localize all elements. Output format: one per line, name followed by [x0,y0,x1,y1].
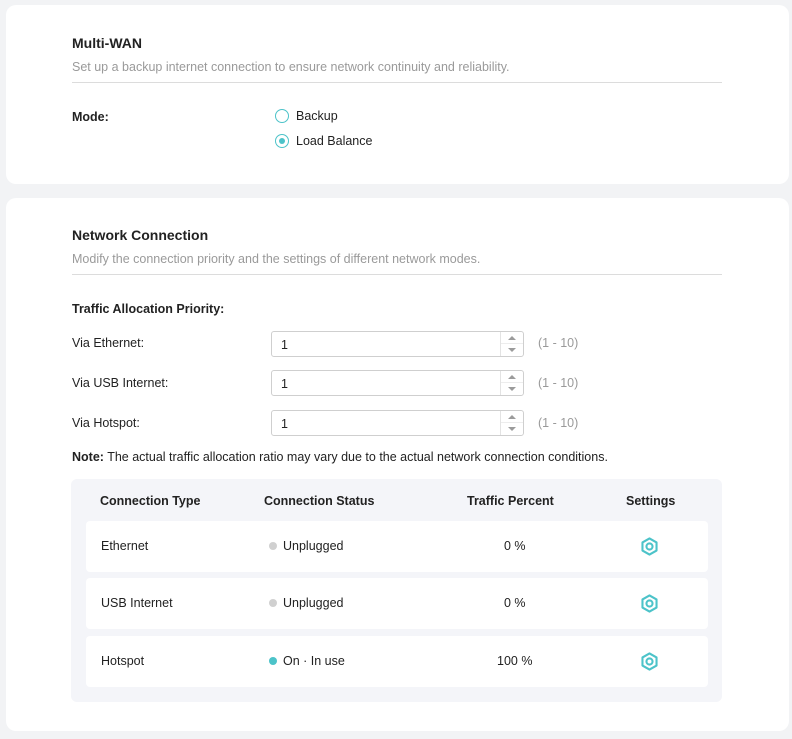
mode-option-load-balance[interactable] [275,134,372,148]
increment-button[interactable] [501,411,523,423]
status-dot-icon [269,657,277,665]
status-text: Unplugged [283,596,344,610]
usb-priority-stepper[interactable] [271,370,524,396]
usb-priority-range: (1 - 10) [538,376,579,390]
ethernet-priority-input[interactable] [281,337,491,353]
traffic-percent: 100 % [497,654,533,668]
priority-title: Traffic Allocation Priority: [72,302,225,316]
header-connection-status: Connection Status [264,494,375,508]
hotspot-priority-spinner[interactable] [500,411,523,435]
usb-priority-spinner[interactable] [500,371,523,395]
gear-icon[interactable] [640,652,659,671]
load-balance-radio[interactable] [275,134,289,148]
ethernet-priority-label: Via Ethernet: [72,336,145,350]
load-balance-label: Load Balance [296,134,373,148]
note-body: The actual traffic allocation ratio may vary due to the actual network connection conditions. [103,450,608,464]
status-text: On · In use [283,654,345,668]
usb-priority-input[interactable] [281,376,491,392]
table-row [86,521,708,572]
network-description: Modify the connection priority and the settings of different network modes. [72,252,481,266]
connection-type: Ethernet [101,539,149,553]
mode-label: Mode: [72,110,109,124]
gear-icon[interactable] [640,594,659,613]
multiwan-card [6,5,789,184]
backup-label: Backup [296,109,338,123]
hotspot-priority-input[interactable] [281,416,491,432]
connection-status [269,654,345,668]
decrement-button[interactable] [501,423,523,435]
hotspot-priority-range: (1 - 10) [538,416,579,430]
caret-up-icon [508,336,516,340]
increment-button[interactable] [501,332,523,344]
caret-up-icon [508,375,516,379]
connection-status [269,596,343,610]
note-label: Note: [72,450,104,464]
network-divider [72,274,722,275]
status-text: Unplugged [283,539,344,553]
caret-down-icon [508,427,516,431]
header-settings: Settings [626,494,676,508]
traffic-percent: 0 % [504,539,526,553]
caret-up-icon [508,415,516,419]
backup-radio[interactable] [275,109,289,123]
decrement-button[interactable] [501,344,523,356]
connection-table [71,479,722,702]
status-dot-icon [269,542,277,550]
caret-down-icon [508,387,516,391]
mode-option-backup[interactable] [275,109,338,123]
header-connection-type: Connection Type [100,494,201,508]
network-connection-card [6,198,789,731]
multiwan-divider [72,82,722,83]
multiwan-title: Multi-WAN [72,35,142,51]
connection-status [269,539,343,553]
multiwan-description: Set up a backup internet connection to ensure network continuity and reliability. [72,60,510,74]
decrement-button[interactable] [501,383,523,395]
status-dot-icon [269,599,277,607]
ethernet-priority-stepper[interactable] [271,331,524,357]
network-title: Network Connection [72,227,209,243]
ethernet-priority-spinner[interactable] [500,332,523,356]
caret-down-icon [508,348,516,352]
hotspot-priority-label: Via Hotspot: [72,416,140,430]
gear-icon[interactable] [640,537,659,556]
header-traffic-percent: Traffic Percent [467,494,554,508]
traffic-percent: 0 % [504,596,526,610]
usb-priority-label: Via USB Internet: [72,376,169,390]
ethernet-priority-range: (1 - 10) [538,336,579,350]
increment-button[interactable] [501,371,523,383]
connection-type: Hotspot [101,654,145,668]
table-row [86,636,708,687]
note-text [72,450,608,464]
connection-type: USB Internet [101,596,173,610]
hotspot-priority-stepper[interactable] [271,410,524,436]
table-row [86,578,708,629]
